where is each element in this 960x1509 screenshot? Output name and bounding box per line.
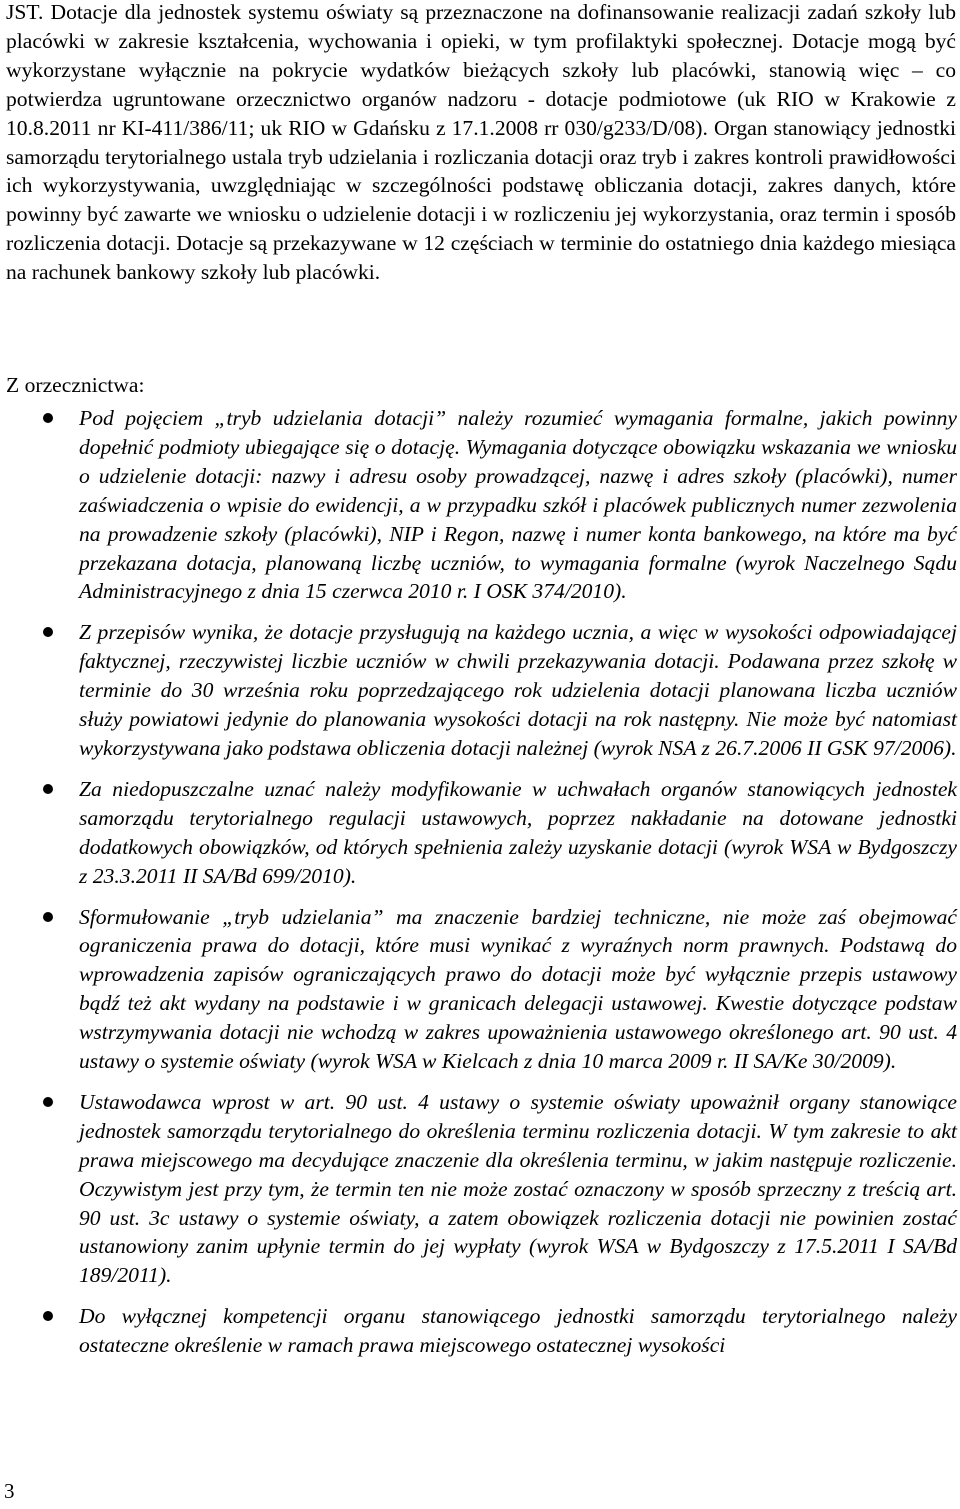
ruling-text: Pod pojęciem „tryb udzielania dotacji” należy rozumieć wymagania formalne, jakich powinny dopełnić podmioty ubiegające się o dotację. Wymagania dotyczące obowiązku wskazania we wniosku o udzielenie dotacji: nazwy i adresu osoby prowadzącej, nazwę i adres szkoły (placówki), numer zaświadczenia o wpisie do ewidencji, a w przypadku szkół i placówek publicznych numer zezwolenia na prowadzenie szkoły (placówki), NIP i Regon, nazwę i numer konta bankowego, na które ma być przekazana dotacja, planowaną liczbę uczniów, to wymagania formalne (wyrok Naczelnego Sądu Administracyjnego z dnia 15 czerwca 2010 r. I OSK 374/2010). xyxy=(79,406,957,604)
bullet-icon xyxy=(43,784,53,794)
bullet-icon xyxy=(43,1097,53,1107)
ruling-item xyxy=(0,618,957,763)
rulings-list xyxy=(0,404,957,1372)
ruling-text: Ustawodawca wprost w art. 90 ust. 4 ustawy o systemie oświaty upoważnił organy stanowiące jednostek samorządu terytorialnego do określenia terminu rozliczenia dotacji. W tym zakresie to akt prawa miejscowego ma decydujące znaczenie dla określenia terminu, w jakim następuje rozliczenie. Oczywistym jest przy tym, że termin ten nie może zostać oznaczony w sposób sprzeczny z treścią art. 90 ust. 3c ustawy o systemie oświaty, a zatem obowiązek rozliczenia dotacji nie powinien zostać ustanowiony zanim upłynie termin do jej wypłaty (wyrok WSA w Bydgoszczy z 17.5.2011 I SA/Bd 189/2011). xyxy=(79,1089,957,1288)
ruling-item xyxy=(0,1088,957,1290)
main-paragraph: JST. Dotacje dla jednostek systemu oświaty są przeznaczone na dofinansowanie realizacji zadań szkoły lub placówki w zakresie kształcenia, wychowania i opieki, w tym profilaktyki społecznej. Dotacje mogą być wykorzystane wyłącznie na pokrycie wydatków bieżących szkoły lub placówki, stanowią więc – co potwierdza ugruntowane orzecznictwo organów nadzoru - dotacje podmiotowe (uk RIO w Krakowie z 10.8.2011 nr KI-411/386/11; uk RIO w Gdańsku z 17.1.2008 rr 030/g233/D/08). Organ stanowiący jednostki samorządu terytorialnego ustala tryb udzielania i rozliczania dotacji oraz tryb i zakres kontroli prawidłowości ich wykorzystywania, uwzględniając w szczególności podstawę obliczania dotacji, zakres danych, które powinny być zawarte we wniosku o udzielenie dotacji i w rozliczeniu jej wykorzystania, oraz termin i sposób rozliczenia dotacji. Dotacje są przekazywane w 12 częściach w terminie do ostatniego dnia każdego miesiąca na rachunek bankowy szkoły lub placówki. xyxy=(6,0,956,285)
ruling-text: Do wyłącznej kompetencji organu stanowiącego jednostki samorządu terytorialnego należy ostateczne określenie w ramach prawa miejscowego ostatecznej wysokości xyxy=(79,1304,957,1358)
ruling-item xyxy=(0,903,957,1076)
ruling-text: Z przepisów wynika, że dotacje przysługują na każdego ucznia, a więc w wysokości odpowiadającej faktycznej, rzeczywistej liczbie uczniów w chwili przekazywania dotacji. Podawana przez szkołę w terminie do 30 września roku poprzedzającego rok udzielenia dotacji planowana liczba uczniów służy powiatowi jedynie do planowania wysokości dotacji na rok następny. Nie może być natomiast wykorzystywana jako podstawa obliczenia dotacji należnej (wyrok NSA z 26.7.2006 II GSK 97/2006). xyxy=(79,620,957,760)
ruling-item xyxy=(0,1302,957,1360)
bullet-icon xyxy=(43,912,53,922)
page-number: 3 xyxy=(4,1479,15,1503)
ruling-item xyxy=(0,775,957,891)
rulings-heading: Z orzecznictwa: xyxy=(6,373,145,397)
bullet-icon xyxy=(43,627,53,637)
ruling-text: Za niedopuszczalne uznać należy modyfikowanie w uchwałach organów stanowiących jednostek samorządu terytorialnego regulacji ustawowych, poprzez nakładanie na dotowane jednostki dodatkowych obowiązków, od których spełnienia zależy uzyskanie dotacji (wyrok WSA w Bydgoszczy z 23.3.2011 II SA/Bd 699/2010). xyxy=(79,776,957,888)
ruling-text: Sformułowanie „tryb udzielania” ma znaczenie bardziej techniczne, nie może zaś obejmować ograniczenia prawa do dotacji, które musi wynikać z wyraźnych norm prawnych. Podstawą do wprowadzenia zapisów ograniczających prawo do dotacji może być wyłącznie przepis ustawowy bądź też akt wydany na podstawie i w granicach delegacji ustawowej. Kwestie dotyczące podstaw wstrzymywania dotacji nie wchodzą w zakres upoważnienia ustawowego określonego art. 90 ust. 4 ustawy o systemie oświaty (wyrok WSA w Kielcach z dnia 10 marca 2009 r. II SA/Ke 30/2009). xyxy=(79,904,957,1074)
ruling-item xyxy=(0,404,957,606)
bullet-icon xyxy=(43,1311,53,1321)
bullet-icon xyxy=(43,413,53,423)
